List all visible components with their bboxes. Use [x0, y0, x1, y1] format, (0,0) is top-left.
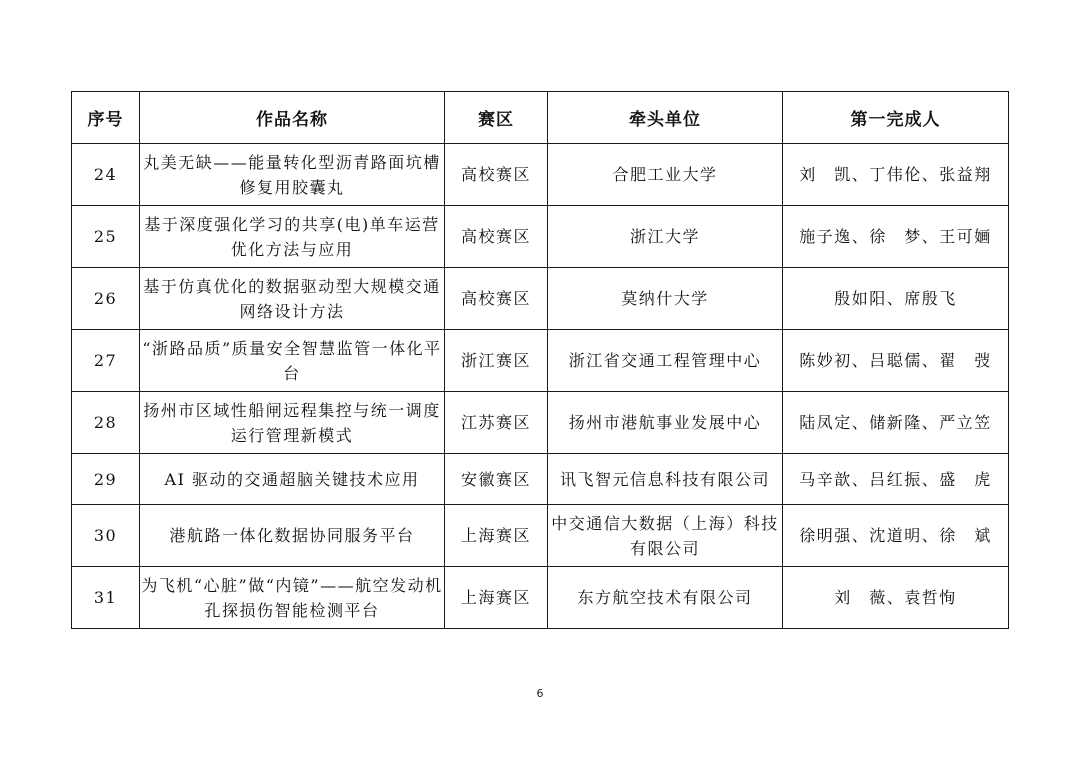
cell-no: 24 — [72, 144, 140, 206]
cell-region: 安徽赛区 — [445, 454, 548, 505]
cell-name: 港航路一体化数据协同服务平台 — [140, 505, 445, 567]
cell-name: 扬州市区域性船闸远程集控与统一调度运行管理新模式 — [140, 392, 445, 454]
cell-no: 28 — [72, 392, 140, 454]
cell-unit: 浙江大学 — [548, 206, 783, 268]
table-row — [72, 505, 1009, 567]
cell-no: 27 — [72, 330, 140, 392]
table-row — [72, 567, 1009, 629]
table-row — [72, 454, 1009, 505]
cell-people: 陈妙初、吕聪儒、翟 弢 — [783, 330, 1009, 392]
cell-unit: 浙江省交通工程管理中心 — [548, 330, 783, 392]
cell-name: 为飞机“心脏”做“内镜”——航空发动机孔探损伤智能检测平台 — [140, 567, 445, 629]
cell-region: 高校赛区 — [445, 144, 548, 206]
cell-people: 徐明强、沈道明、徐 斌 — [783, 505, 1009, 567]
cell-people: 刘 凯、丁伟伦、张益翔 — [783, 144, 1009, 206]
cell-name: 丸美无缺——能量转化型沥青路面坑槽修复用胶囊丸 — [140, 144, 445, 206]
table-row — [72, 206, 1009, 268]
cell-unit: 东方航空技术有限公司 — [548, 567, 783, 629]
cell-region: 上海赛区 — [445, 567, 548, 629]
header-name: 作品名称 — [140, 92, 445, 144]
cell-name: “浙路品质”质量安全智慧监管一体化平台 — [140, 330, 445, 392]
cell-region: 高校赛区 — [445, 268, 548, 330]
cell-name: 基于仿真优化的数据驱动型大规模交通网络设计方法 — [140, 268, 445, 330]
cell-people: 马辛歆、吕红振、盛 虎 — [783, 454, 1009, 505]
cell-name: 基于深度强化学习的共享(电)单车运营优化方法与应用 — [140, 206, 445, 268]
cell-region: 高校赛区 — [445, 206, 548, 268]
cell-no: 30 — [72, 505, 140, 567]
cell-region: 浙江赛区 — [445, 330, 548, 392]
award-table — [71, 91, 1009, 629]
table-row — [72, 144, 1009, 206]
cell-no: 29 — [72, 454, 140, 505]
cell-unit: 中交通信大数据（上海）科技有限公司 — [548, 505, 783, 567]
table-row — [72, 268, 1009, 330]
cell-region: 上海赛区 — [445, 505, 548, 567]
table-header-row — [72, 92, 1009, 144]
cell-people: 殷如阳、席殷飞 — [783, 268, 1009, 330]
header-region: 赛区 — [445, 92, 548, 144]
cell-no: 25 — [72, 206, 140, 268]
cell-no: 26 — [72, 268, 140, 330]
table-row — [72, 392, 1009, 454]
cell-people: 刘 薇、袁哲恂 — [783, 567, 1009, 629]
cell-people: 施子逸、徐 梦、王可婳 — [783, 206, 1009, 268]
cell-unit: 合肥工业大学 — [548, 144, 783, 206]
cell-region: 江苏赛区 — [445, 392, 548, 454]
header-no: 序号 — [72, 92, 140, 144]
cell-unit: 扬州市港航事业发展中心 — [548, 392, 783, 454]
page-number: 6 — [536, 687, 544, 700]
cell-unit: 讯飞智元信息科技有限公司 — [548, 454, 783, 505]
header-unit: 牵头单位 — [548, 92, 783, 144]
cell-unit: 莫纳什大学 — [548, 268, 783, 330]
cell-people: 陆凤定、储新隆、严立笠 — [783, 392, 1009, 454]
cell-no: 31 — [72, 567, 140, 629]
header-people: 第一完成人 — [783, 92, 1009, 144]
cell-name: AI 驱动的交通超脑关键技术应用 — [140, 454, 445, 505]
table-row — [72, 330, 1009, 392]
